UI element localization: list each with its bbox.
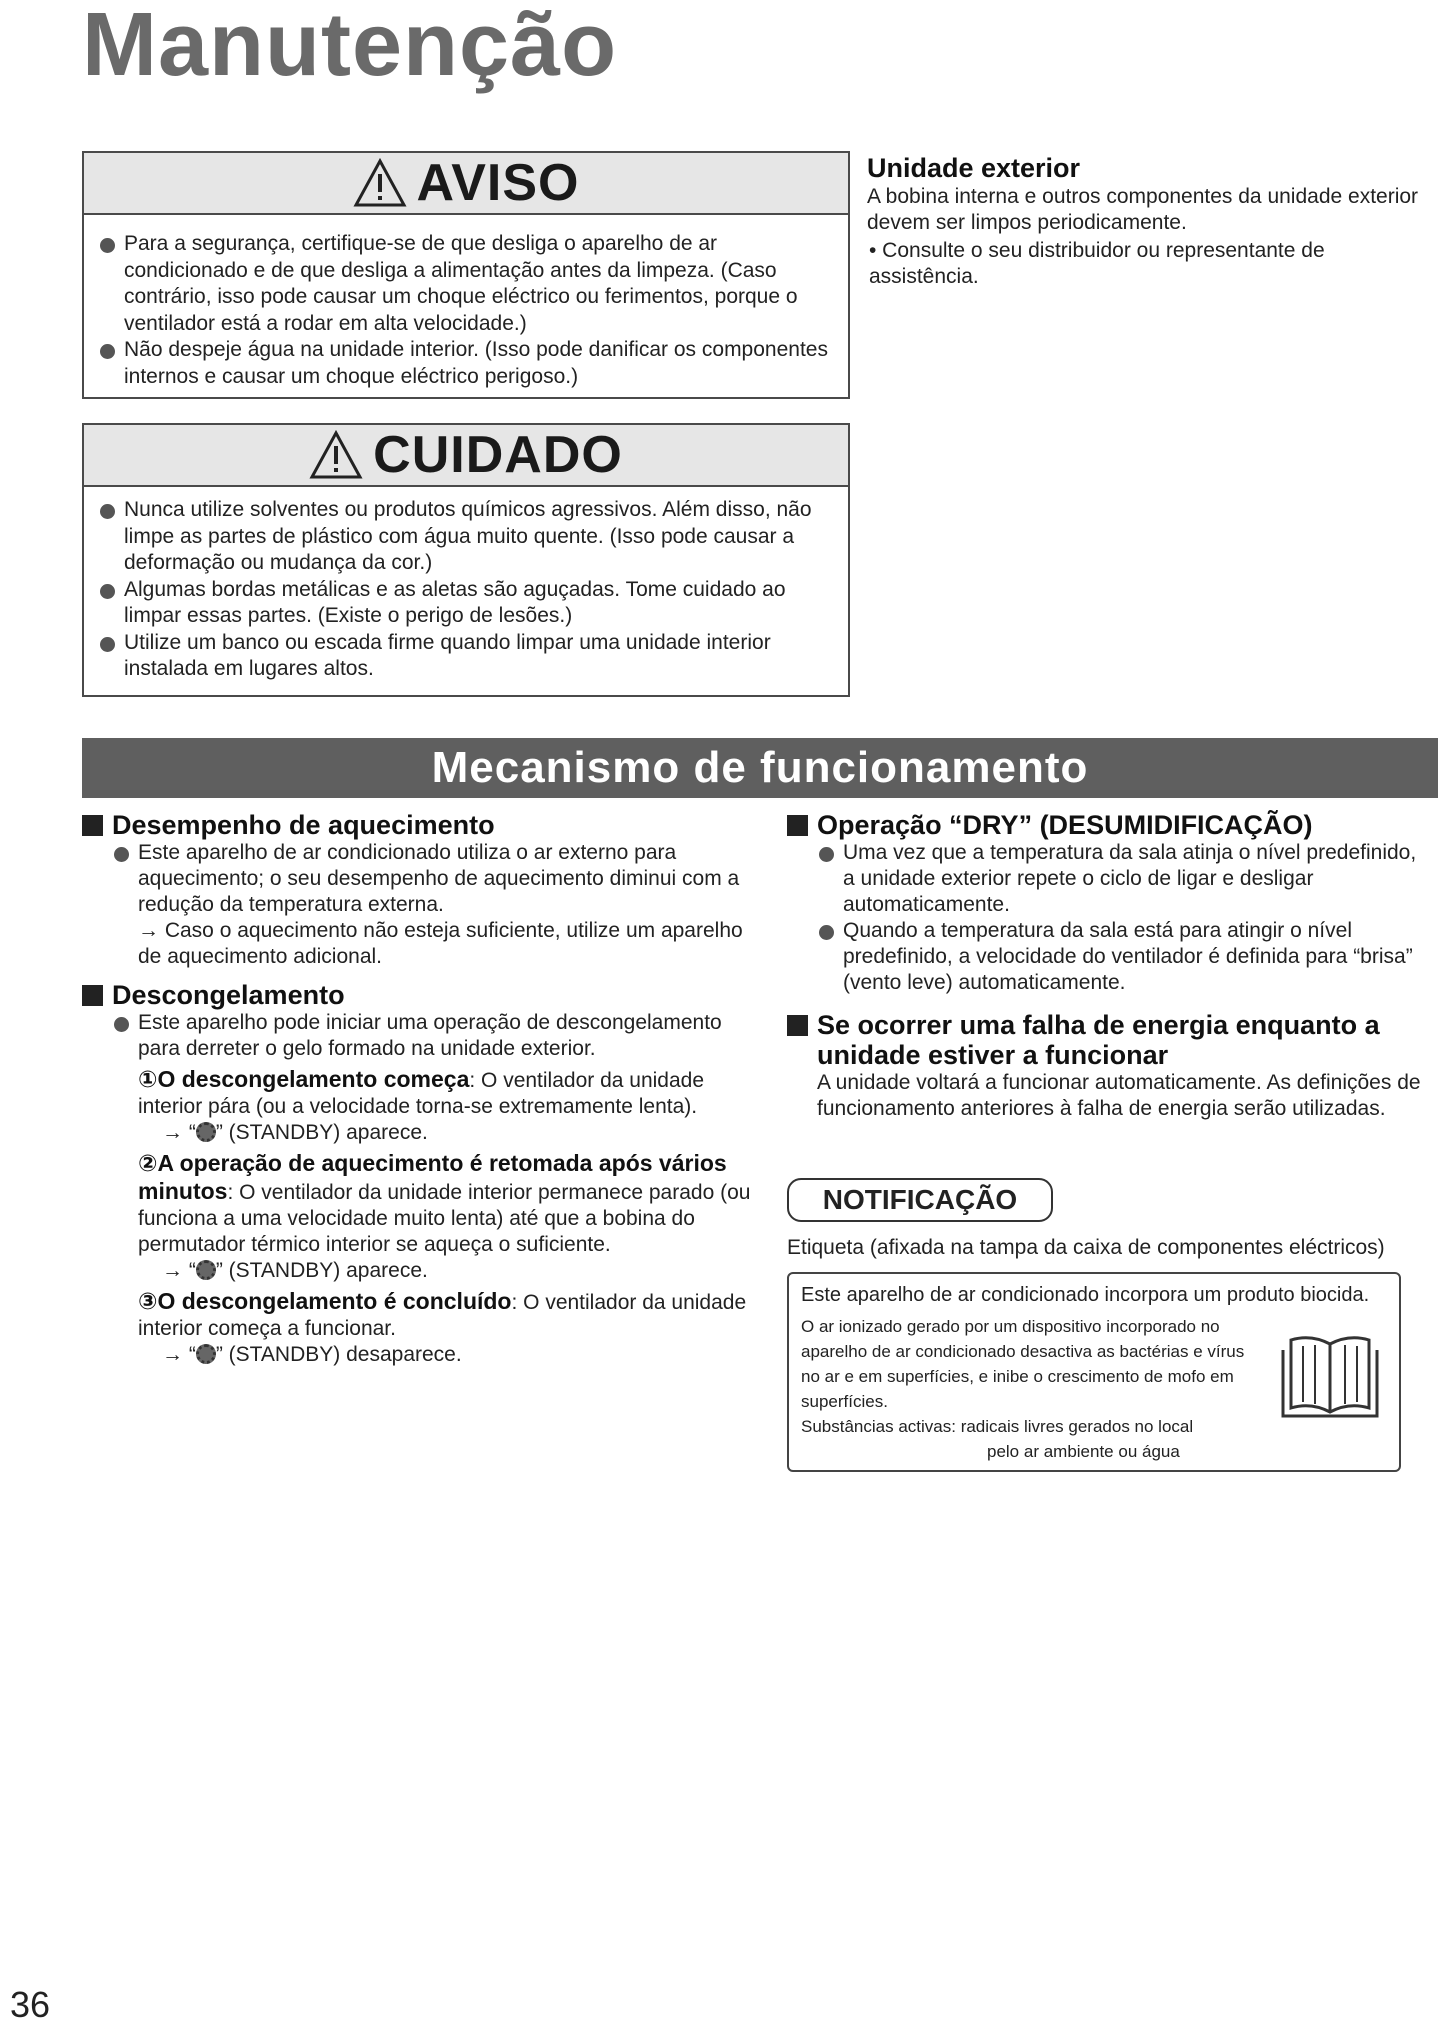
arrow-suffix: ” (STANDBY) aparece. (215, 1259, 428, 1282)
label-heading: Este aparelho de ar condicionado incorpora um produto biocida. (801, 1284, 1370, 1306)
step-3 (112, 1288, 752, 1342)
dry-heading: Operação “DRY” (DESUMIDIFICAÇÃO) (787, 810, 1427, 840)
aquecimento-item: Este aparelho de ar condicionado utiliza o ar externo para aquecimento; o seu desempenho de aquecimento diminui com a redução da temperatura externa. (112, 840, 752, 918)
arrow-suffix: ” (STANDBY) desaparece. (215, 1343, 462, 1366)
cuidado-header (84, 425, 848, 487)
dry-item: Quando a temperatura da sala está para atingir o nível predefinido, a velocidade do ventilador é definida para “brisa” (vento leve) automaticamente. (817, 918, 1427, 996)
step-3-title: ③O descongelamento é concluído (138, 1288, 512, 1314)
unidade-exterior-text: A bobina interna e outros componentes da unidade exterior devem ser limpos periodicamente. (867, 185, 1419, 234)
arrow-prefix: → “ (162, 1121, 196, 1144)
label-substances-2: pelo ar ambiente ou água (987, 1442, 1180, 1461)
arrow-prefix: → “ (162, 1343, 196, 1366)
arrow-suffix: ” (STANDBY) aparece. (215, 1121, 428, 1144)
cuidado-heading: CUIDADO (373, 426, 623, 484)
step-3-text: : O ventilador da unidade interior começa a funcionar. (138, 1291, 747, 1340)
aviso-item: Para a segurança, certifique-se de que desliga o aparelho de ar condicionado e de que desliga a alimentação antes da limpeza. (Caso contrário, isso pode causar um choque eléctrico ou ferimentos, porque o ventilador está a rodar em alta velocidade.) (98, 231, 838, 337)
aviso-heading: AVISO (416, 154, 580, 212)
unidade-exterior-section (867, 152, 1427, 290)
left-column (82, 810, 752, 1368)
unidade-exterior-heading: Unidade exterior (867, 153, 1081, 183)
section-banner: Mecanismo de funcionamento (82, 738, 1438, 798)
step-2-text: : O ventilador da unidade interior permanece parado (ou funciona a uma velocidade muito lenta) até que a bobina do permutador térmico interior se aqueça o suficiente. (138, 1181, 751, 1256)
warning-triangle-icon (353, 158, 407, 208)
cuidado-box (82, 423, 850, 697)
aviso-item: Não despeje água na unidade interior. (Isso pode danificar os componentes internos e causar um choque eléctrico perigoso.) (98, 337, 838, 390)
label-caption: Etiqueta (afixada na tampa da caixa de componentes eléctricos) (787, 1236, 1385, 1259)
aviso-box (82, 151, 850, 399)
warning-triangle-icon (309, 430, 363, 480)
biocide-label (787, 1272, 1401, 1472)
aviso-header (84, 153, 848, 215)
page-number: 36 (10, 1984, 51, 2025)
cuidado-item: Nunca utilize solventes ou produtos químicos agressivos. Além disso, não limpe as partes de plástico com água muito quente. (Isso pode causar a deformação ou mudança da cor.) (98, 497, 838, 577)
aquecimento-arrow: → Caso o aquecimento não esteja suficiente, utilize um aparelho de aquecimento adicional. (138, 919, 743, 968)
descongelamento-item: Este aparelho pode iniciar uma operação de descongelamento para derreter o gelo formado na unidade exterior. (112, 1010, 752, 1062)
dry-item: Uma vez que a temperatura da sala atinja o nível predefinido, a unidade exterior repete o ciclo de ligar e desligar automaticamente. (817, 840, 1427, 918)
open-book-icon (1275, 1332, 1385, 1422)
step-3-arrow (112, 1342, 752, 1368)
cuidado-item: Utilize um banco ou escada firme quando limpar uma unidade interior instalada em lugares altos. (98, 630, 838, 683)
page-title: Manutenção (82, 0, 618, 95)
standby-icon (196, 1122, 216, 1142)
standby-icon (196, 1344, 216, 1364)
unidade-exterior-note: • Consulte o seu distribuidor ou representante de assistência. (869, 239, 1325, 288)
right-column (787, 810, 1427, 1122)
step-1-arrow (112, 1120, 752, 1146)
notificacao-badge: NOTIFICAÇÃO (787, 1178, 1053, 1222)
falha-heading: Se ocorrer uma falha de energia enquanto a unidade estiver a funcionar (787, 1010, 1427, 1070)
label-substances: Substâncias activas: radicais livres gerados no local (801, 1417, 1194, 1436)
aquecimento-heading: Desempenho de aquecimento (82, 810, 752, 840)
step-2-arrow (112, 1258, 752, 1284)
step-1-title: ①O descongelamento começa (138, 1066, 470, 1092)
arrow-prefix: → “ (162, 1259, 196, 1282)
step-1-text: : O ventilador da unidade interior pára (ou a velocidade torna-se extremamente lenta). (138, 1069, 705, 1118)
step-1 (112, 1066, 752, 1120)
cuidado-item: Algumas bordas metálicas e as aletas são aguçadas. Tome cuidado ao limpar essas partes. (Existe o perigo de lesões.) (98, 577, 838, 630)
descongelamento-heading: Descongelamento (82, 980, 752, 1010)
step-2 (112, 1150, 752, 1258)
standby-icon (196, 1260, 216, 1280)
label-text: O ar ionizado gerado por um dispositivo incorporado no aparelho de ar condicionado desactiva as bactérias e vírus no ar e em superfícies, e inibe o crescimento de mofo em superfícies. (801, 1317, 1245, 1411)
step-2-title: ②A operação de aquecimento é retomada após vários minutos (138, 1150, 727, 1204)
falha-text: A unidade voltará a funcionar automaticamente. As definições de funcionamento anteriores à falha de energia serão utilizadas. (817, 1071, 1421, 1120)
